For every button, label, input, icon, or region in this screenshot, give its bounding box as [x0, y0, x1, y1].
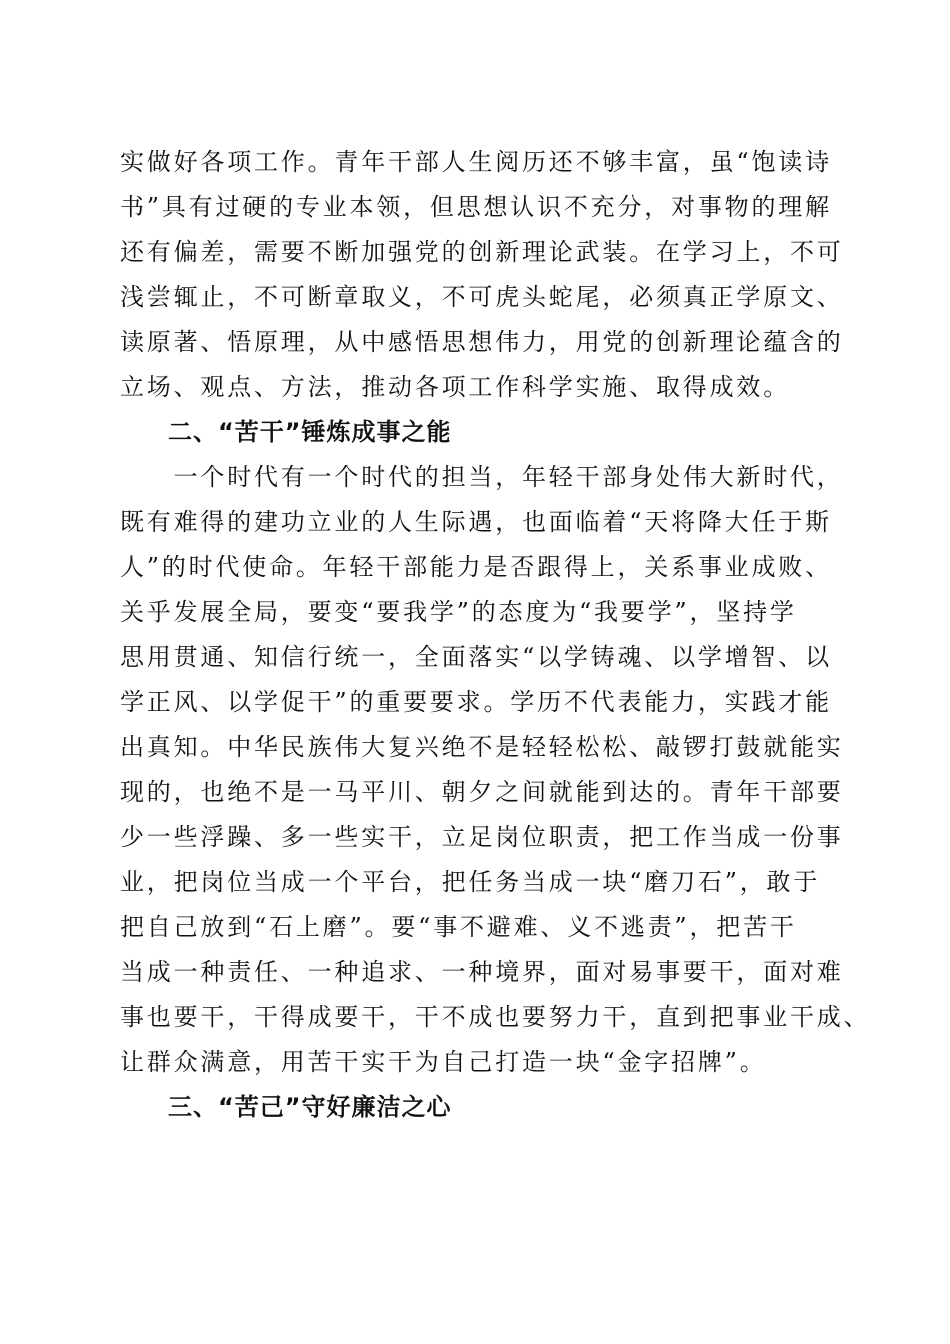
paragraph-line: 业，把岗位当成一个平台，把任务当成一块“磨刀石”，敢于 [120, 868, 821, 896]
paragraph-line: 现的，也绝不是一马平川、朝夕之间就能到达的。青年干部要 [120, 778, 844, 806]
paragraph-line: 出真知。中华民族伟大复兴绝不是轻轻松松、敲锣打鼓就能实 [120, 733, 844, 761]
paragraph-line: 人”的时代使命。年轻干部能力是否跟得上，关系事业成败、 [120, 553, 832, 581]
paragraph-line: 浅尝辄止，不可断章取义，不可虎头蛇尾，必须真正学原文、 [120, 283, 844, 311]
section-heading: 二、“苦干”锤炼成事之能 [168, 418, 452, 446]
paragraph-line: 学正风、以学促干”的重要要求。学历不代表能力，实践才能 [120, 688, 832, 716]
paragraph-line: 书”具有过硬的专业本领，但思想认识不充分，对事物的理解 [120, 193, 832, 221]
section-heading: 三、“苦己”守好廉洁之心 [168, 1093, 452, 1121]
paragraph-line: 既有难得的建功立业的人生际遇，也面临着“天将降大任于斯 [120, 508, 832, 536]
paragraph-line: 一个时代有一个时代的担当，年轻干部身处伟大新时代， [120, 463, 844, 491]
paragraph-line: 关乎发展全局，要变“要我学”的态度为“我要学”，坚持学 [120, 598, 797, 626]
paragraph-line: 当成一种责任、一种追求、一种境界，面对易事要干，面对难 [120, 958, 844, 986]
paragraph-line: 事也要干，干得成要干，干不成也要努力干，直到把事业干成、 [120, 1003, 871, 1031]
paragraph-line: 还有偏差，需要不断加强党的创新理论武装。在学习上，不可 [120, 238, 844, 266]
paragraph-line: 把自己放到“石上磨”。要“事不避难、义不逃责”，把苦干 [120, 913, 797, 941]
paragraph-line: 实做好各项工作。青年干部人生阅历还不够丰富，虽“饱读诗 [120, 148, 832, 176]
paragraph-line: 少一些浮躁、多一些实干，立足岗位职责，把工作当成一份事 [120, 823, 844, 851]
paragraph-line: 读原著、悟原理，从中感悟思想伟力，用党的创新理论蕴含的 [120, 328, 844, 356]
paragraph-line: 让群众满意，用苦干实干为自己打造一块“金字招牌”。 [120, 1048, 767, 1076]
paragraph-line: 思用贯通、知信行统一，全面落实“以学铸魂、以学增智、以 [120, 643, 832, 671]
paragraph-line: 立场、观点、方法，推动各项工作科学实施、取得成效。 [120, 373, 790, 401]
